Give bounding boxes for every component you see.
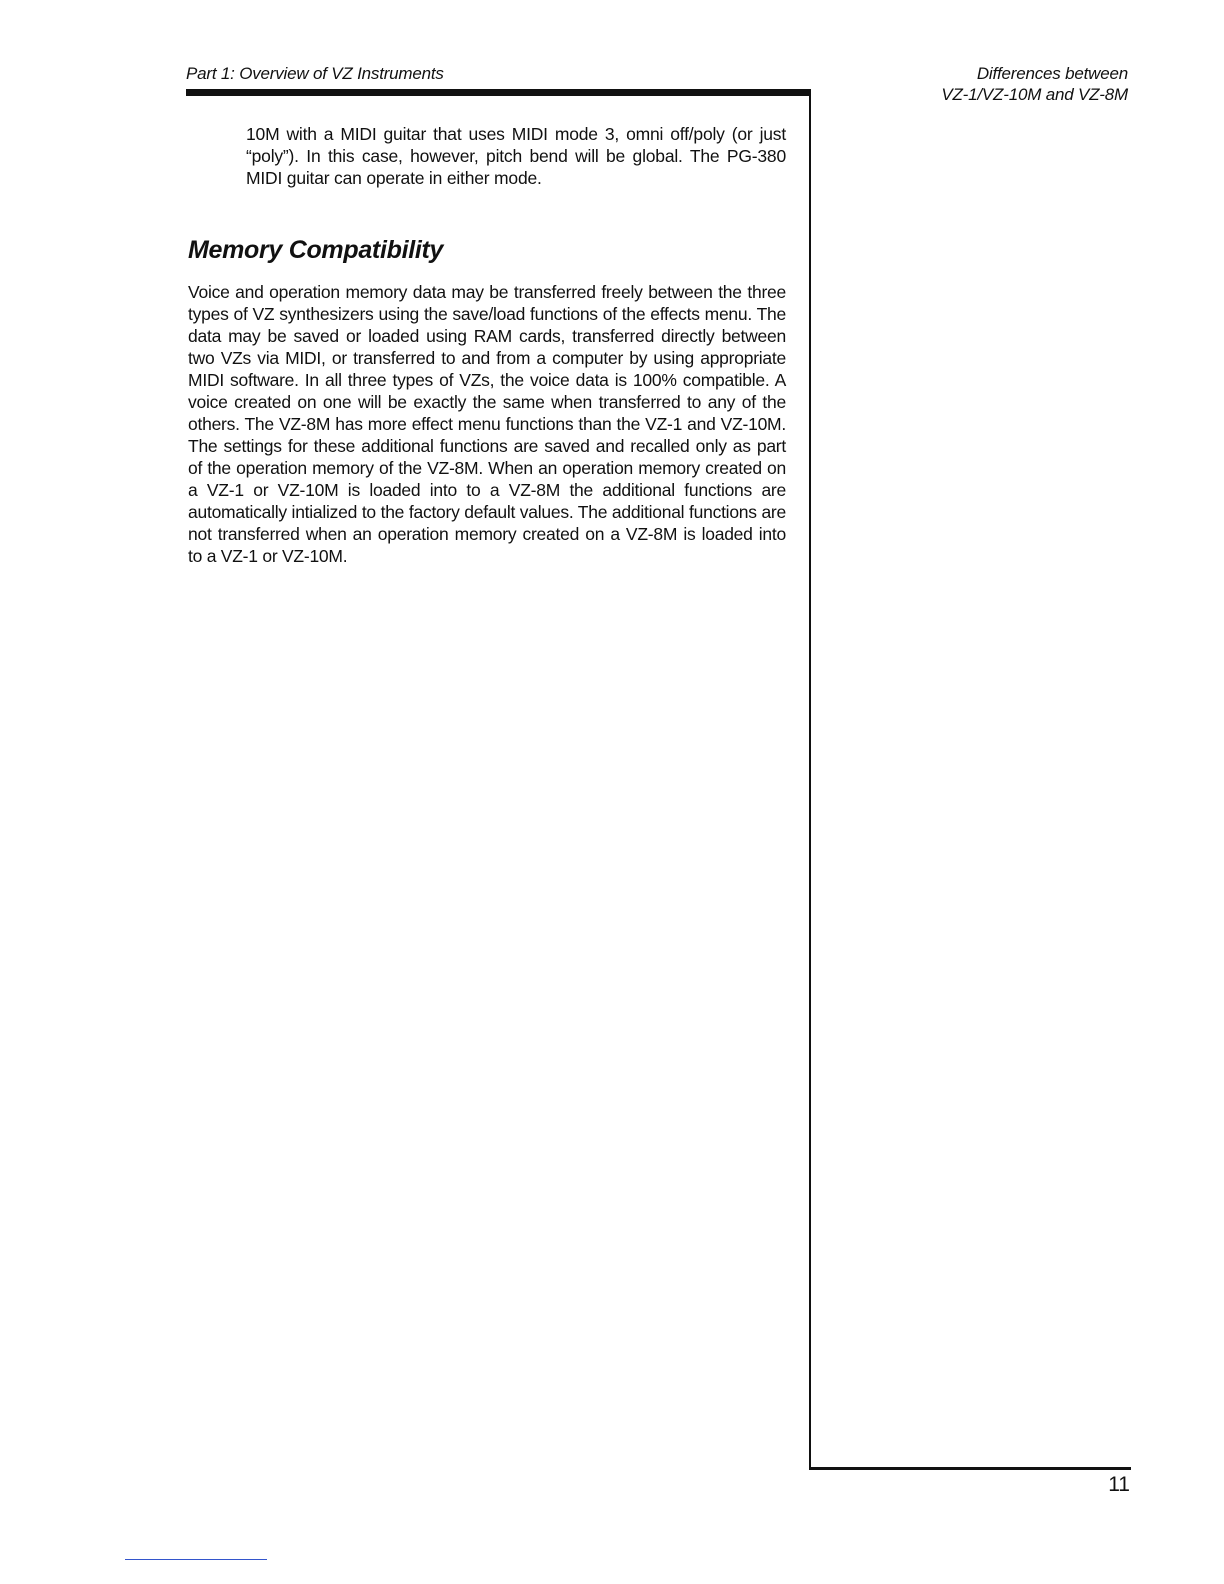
page-number: 11 [1108, 1473, 1130, 1496]
footer-rule [811, 1467, 1131, 1470]
section-paragraph: Voice and operation memory data may be transferred freely between the three types of VZ synthesizers using the save/load functions of the effects menu. The data may be saved or loaded using RAM cards, transferred directly between two VZs via MIDI, or transferred to and from a computer by using appropriate MIDI software. In all three types of VZs, the voice data is 100% compatible. A voice created on one will be exactly the same when transferred to any of the others. The VZ-8M has more effect menu functions than the VZ-1 and VZ-10M. The settings for these additional functions are saved and recalled only as part of the operation memory of the VZ-8M. When an operation memory created on a VZ-1 or VZ-10M is loaded into to a VZ-8M the additional functions are automatically intialized to the factory default values. The additional functions are not transferred when an operation memory created on a VZ-8M is loaded into to a VZ-1 or VZ-10M. [188, 282, 786, 566]
running-header-left: Part 1: Overview of VZ Instruments [186, 64, 444, 83]
header-rule [186, 89, 811, 96]
continuation-paragraph: 10M with a MIDI guitar that uses MIDI mode 3, omni off/poly (or just “poly”). In this case, however, pitch bend will be global. The PG-380 MIDI guitar can operate in either mode. [246, 124, 786, 188]
running-header-right-line1: Differences between [976, 64, 1128, 83]
column-divider [809, 89, 811, 1470]
section-title: Memory Compatibility [188, 236, 444, 264]
running-header-right [900, 63, 1128, 105]
running-header-right-line2: VZ-1/VZ-10M and VZ-8M [941, 85, 1128, 104]
link-underline [125, 1559, 267, 1560]
